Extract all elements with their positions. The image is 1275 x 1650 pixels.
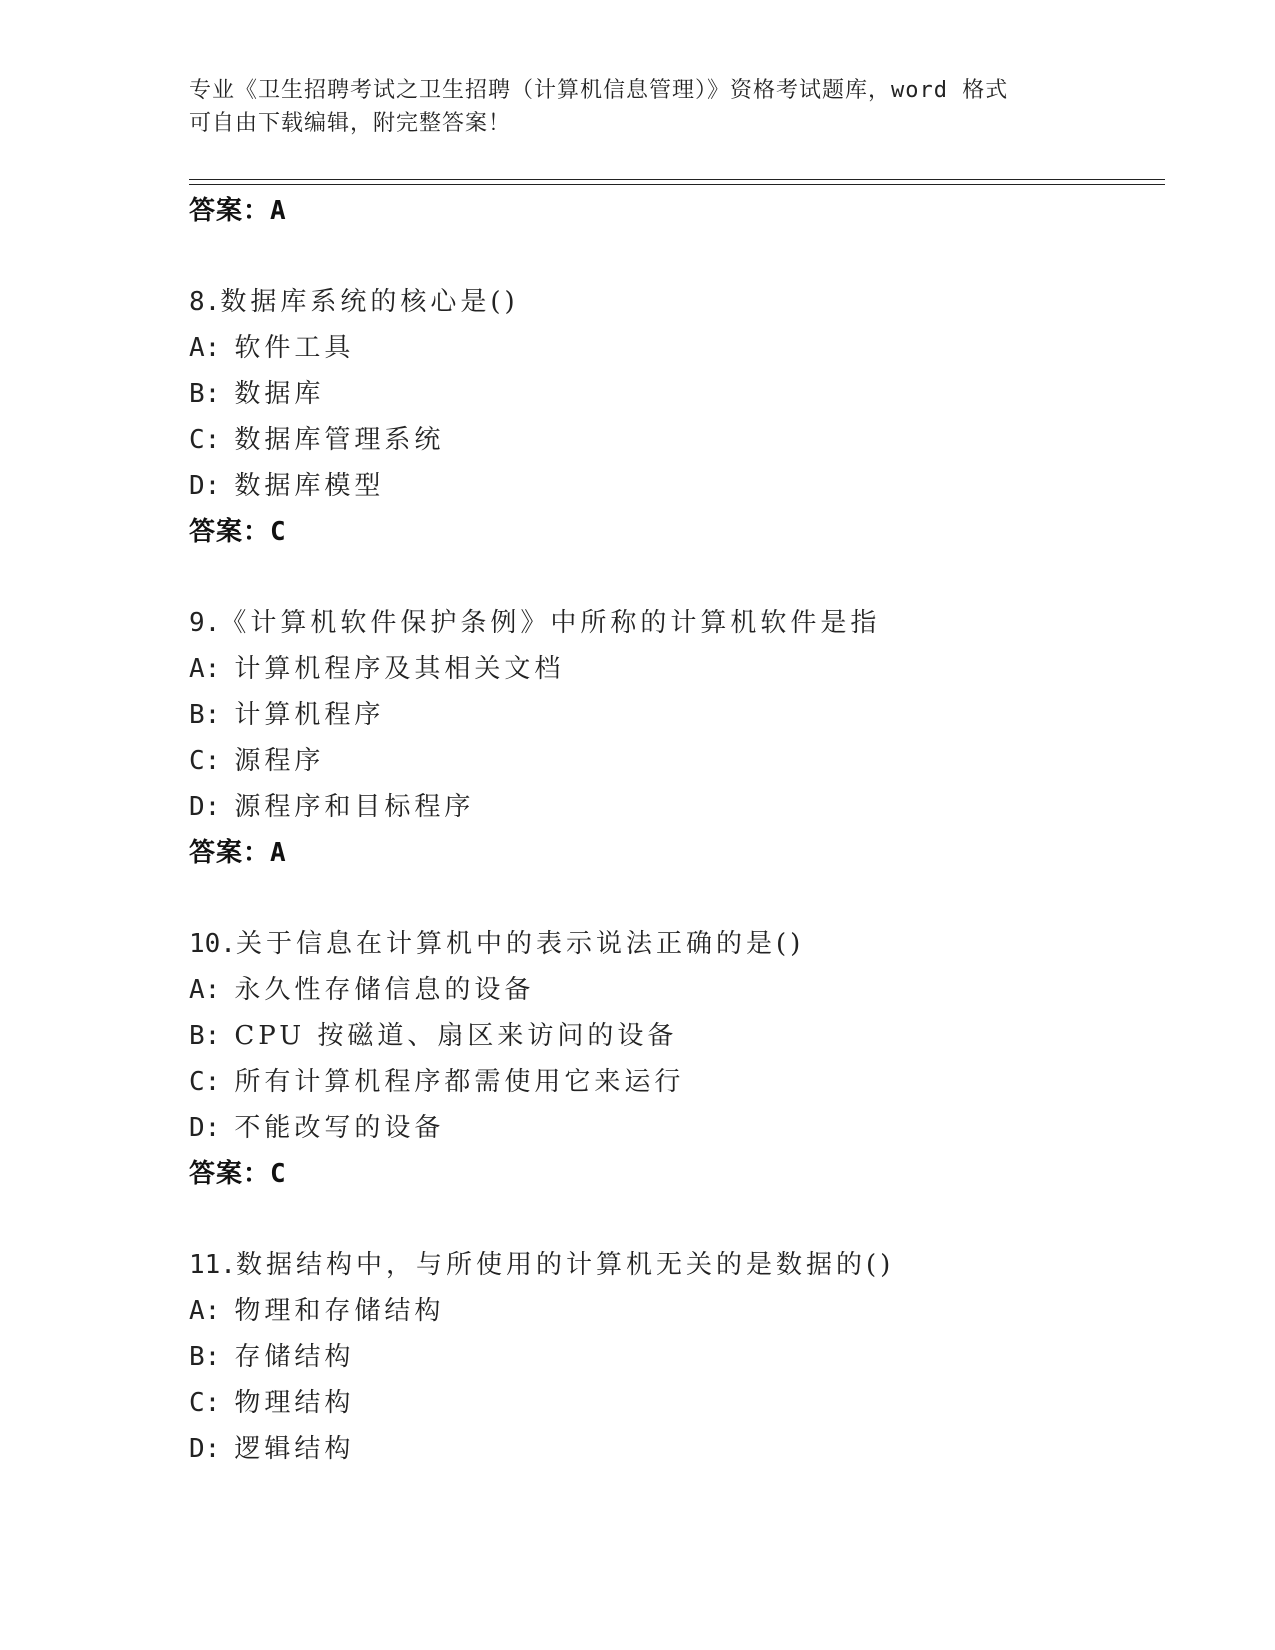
spacer — [189, 555, 1165, 600]
option-key: B: — [189, 1021, 221, 1051]
header-line-1: 专业《卫生招聘考试之卫生招聘（计算机信息管理）》资格考试题库，word 格式 — [189, 78, 1009, 103]
answer-line — [189, 830, 1165, 876]
question-text: 数据结构中，与所使用的计算机无关的是数据的() — [235, 1250, 895, 1280]
question-text: 数据库系统的核心是() — [220, 287, 519, 317]
option-b — [189, 1334, 1165, 1380]
option-d — [189, 784, 1165, 830]
option-a — [189, 1288, 1165, 1334]
question-number: 11. — [189, 1250, 236, 1280]
option-key: C: — [189, 1388, 221, 1418]
option-key: C: — [189, 746, 221, 776]
answer-value: C — [270, 517, 287, 547]
option-key: D: — [189, 792, 221, 822]
question-list — [189, 188, 1165, 1472]
option-key: C: — [189, 425, 221, 455]
spacer — [189, 234, 1165, 279]
option-a — [189, 325, 1165, 371]
option-key: C: — [189, 1067, 221, 1097]
option-key: B: — [189, 700, 221, 730]
header-rule-top — [189, 179, 1165, 180]
answer-value: A — [270, 196, 287, 226]
option-key: B: — [189, 379, 221, 409]
option-c — [189, 1059, 1165, 1105]
option-c — [189, 1380, 1165, 1426]
question-8 — [189, 279, 1165, 555]
option-b — [189, 692, 1165, 738]
question-text: 《计算机软件保护条例》中所称的计算机软件是指 — [220, 608, 881, 638]
question-number: 8. — [189, 287, 221, 317]
question-number: 10. — [189, 929, 236, 959]
option-text: 逻辑结构 — [234, 1434, 355, 1464]
option-text: 软件工具 — [234, 333, 355, 363]
option-text: 计算机程序及其相关文档 — [234, 654, 565, 684]
option-d — [189, 463, 1165, 509]
answer-value: A — [270, 838, 287, 868]
spacer — [189, 1197, 1165, 1242]
question-title — [189, 1242, 1165, 1288]
answer-label: 答案： — [189, 838, 271, 868]
question-10 — [189, 921, 1165, 1197]
option-key: A: — [189, 333, 221, 363]
question-11 — [189, 1242, 1165, 1472]
option-text: 源程序 — [234, 746, 325, 776]
option-text: CPU 按磁道、扇区来访问的设备 — [234, 1021, 678, 1051]
option-d — [189, 1105, 1165, 1151]
option-text: 计算机程序 — [234, 700, 385, 730]
question-title — [189, 921, 1165, 967]
option-text: 物理结构 — [234, 1388, 355, 1418]
document-header — [189, 74, 1089, 140]
option-text: 数据库 — [234, 379, 325, 409]
answer-line — [189, 509, 1165, 555]
option-key: D: — [189, 1434, 221, 1464]
question-number: 9. — [189, 608, 221, 638]
answer-label: 答案： — [189, 1159, 271, 1189]
option-text: 不能改写的设备 — [234, 1113, 445, 1143]
option-c — [189, 417, 1165, 463]
header-line-2: 可自由下载编辑，附完整答案！ — [189, 111, 512, 136]
question-text: 关于信息在计算机中的表示说法正确的是() — [235, 929, 805, 959]
answer-label: 答案： — [189, 517, 271, 547]
option-text: 永久性存储信息的设备 — [234, 975, 535, 1005]
option-text: 所有计算机程序都需使用它来运行 — [234, 1067, 685, 1097]
option-d — [189, 1426, 1165, 1472]
option-text: 数据库模型 — [234, 471, 385, 501]
option-a — [189, 967, 1165, 1013]
option-text: 数据库管理系统 — [234, 425, 445, 455]
option-key: A: — [189, 975, 221, 1005]
answer-value: C — [270, 1159, 287, 1189]
answer-line — [189, 1151, 1165, 1197]
question-9 — [189, 600, 1165, 876]
option-a — [189, 646, 1165, 692]
option-b — [189, 371, 1165, 417]
option-key: D: — [189, 1113, 221, 1143]
answer-label: 答案： — [189, 196, 271, 226]
option-c — [189, 738, 1165, 784]
answer-line — [189, 188, 1165, 234]
option-key: A: — [189, 1296, 221, 1326]
option-text: 源程序和目标程序 — [234, 792, 475, 822]
spacer — [189, 876, 1165, 921]
option-b — [189, 1013, 1165, 1059]
question-title — [189, 600, 1165, 646]
question-title — [189, 279, 1165, 325]
option-text: 物理和存储结构 — [234, 1296, 445, 1326]
option-key: D: — [189, 471, 221, 501]
option-key: B: — [189, 1342, 221, 1372]
header-rule-bottom — [189, 184, 1165, 185]
option-text: 存储结构 — [234, 1342, 355, 1372]
option-key: A: — [189, 654, 221, 684]
